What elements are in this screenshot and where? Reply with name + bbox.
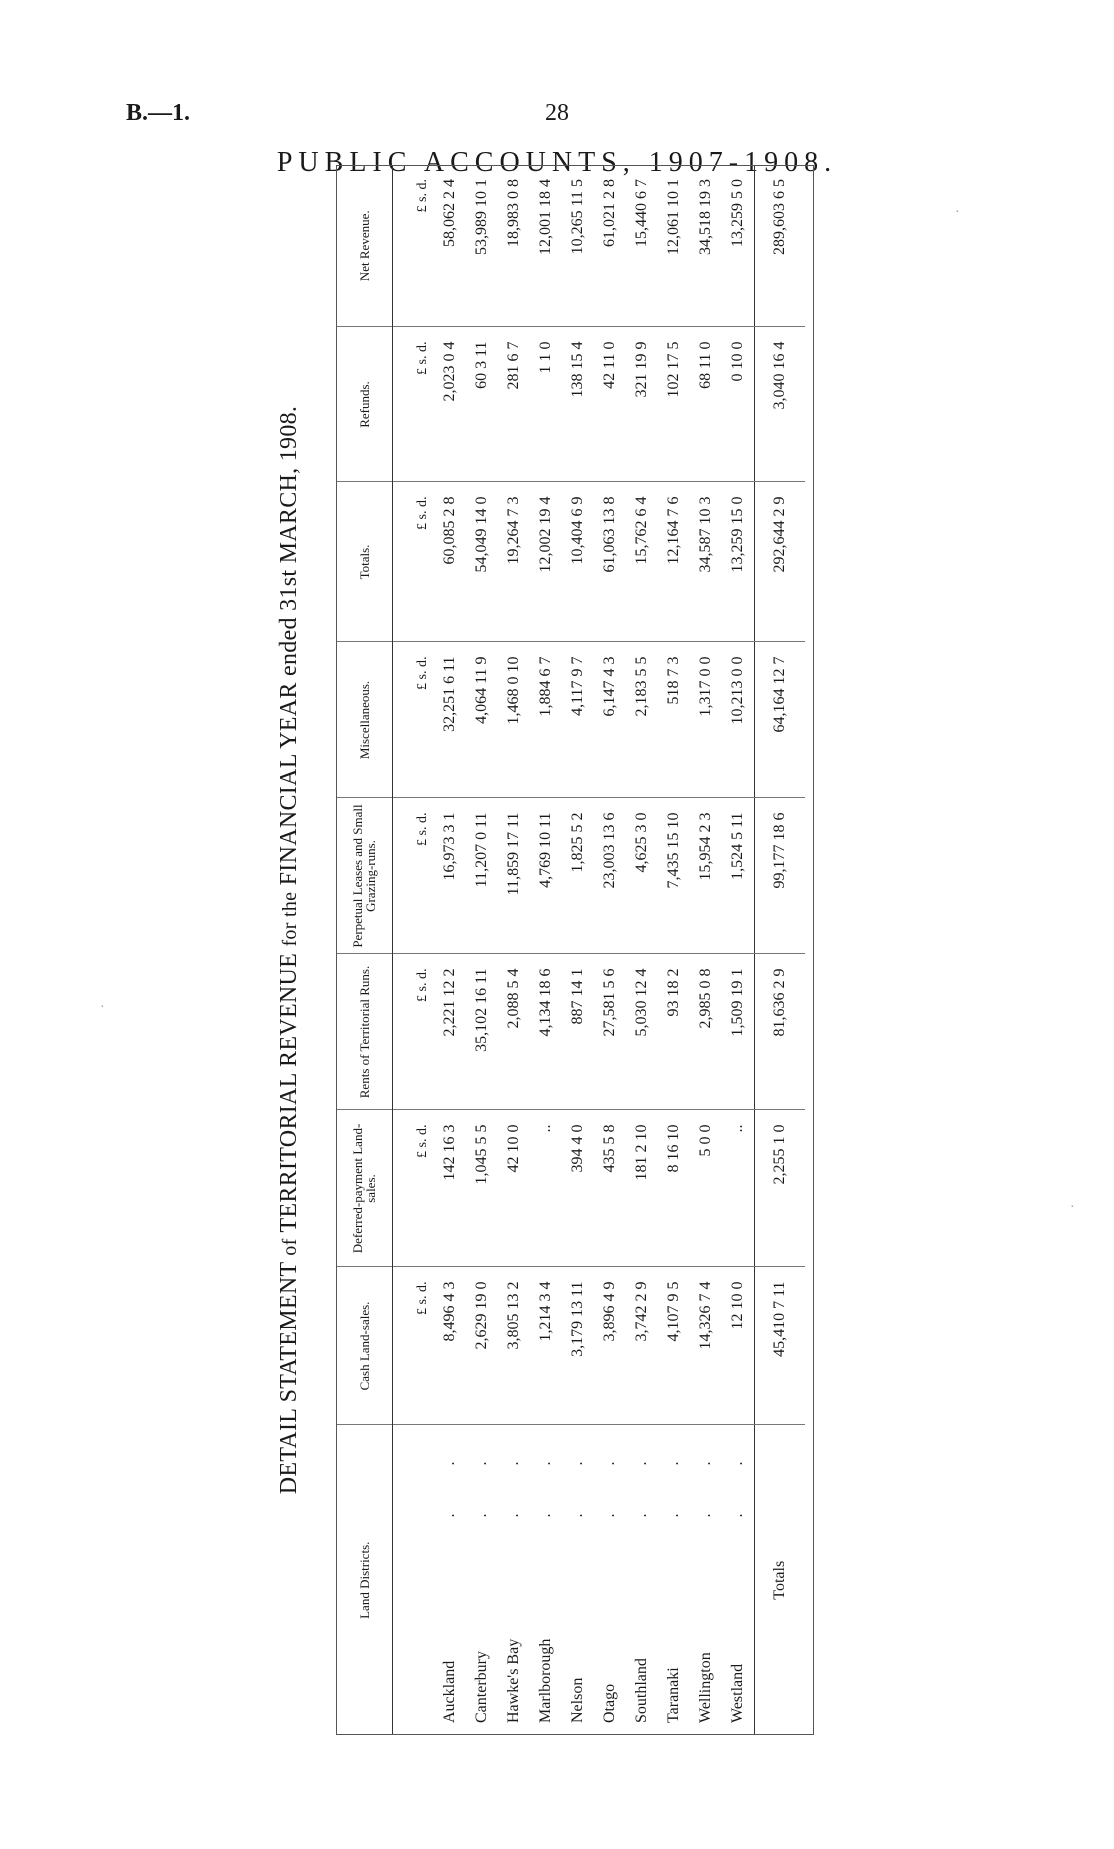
amount-cell: 8,496 4 3: [434, 1267, 466, 1425]
district-cell-label: Canterbury: [473, 1651, 490, 1723]
amount-cell: 2,221 12 2: [434, 954, 466, 1110]
amount-cell: 15,440 6 7: [633, 179, 650, 247]
amount-cell: 32,251 6 11: [434, 642, 466, 798]
amount-cell: ..: [722, 1110, 755, 1267]
amount-cell: 12,061 10 1: [665, 179, 682, 255]
amount-cell: 2,255 1 0: [755, 1110, 806, 1267]
amount-cell: 142 16 3: [434, 1110, 466, 1267]
district-cell: [466, 1425, 498, 1735]
amount-cell: 64,164 12 7: [755, 642, 806, 798]
amount-cell: 12 10 0: [722, 1267, 755, 1425]
statement-title-part: FINANCIAL YEAR ended 31st MARCH, 1908.: [276, 405, 302, 886]
amount-cell: 60 3 11: [466, 327, 498, 482]
table-row: [562, 165, 594, 1735]
statement-title: [272, 165, 306, 1735]
amount-cell: 3,742 2 9: [626, 1267, 658, 1425]
amount-cell: 27,581 5 6: [594, 954, 626, 1110]
district-cell-label: Auckland: [441, 1660, 458, 1723]
totals-row: [755, 165, 806, 1735]
amount-cell: 435 5 8: [594, 1110, 626, 1267]
amount-cell: 12,164 7 6: [658, 482, 690, 642]
amount-cell: 42 10 0: [498, 1110, 530, 1267]
column-header: Deferred-payment Land-sales.: [336, 1110, 393, 1267]
statement-title-part: DETAIL STATEMENT: [276, 1262, 302, 1495]
units-cell: £ s. d.: [415, 179, 430, 213]
district-cell: [658, 1425, 690, 1735]
column-header: Perpetual Leases and Small Grazing-runs.: [336, 798, 393, 954]
amount-cell: 4,117 9 7: [562, 642, 594, 798]
table-row: [690, 165, 722, 1735]
amount-cell: 394 4 0: [562, 1110, 594, 1267]
district-cell: [530, 1425, 562, 1735]
page-title: PUBLIC ACCOUNTS, 1907-1908.: [276, 147, 838, 178]
amount-cell: 138 15 4: [562, 327, 594, 482]
amount-cell: 2,088 5 4: [498, 954, 530, 1110]
units-cell: £ s. d.: [393, 1267, 435, 1425]
units-row: [393, 165, 435, 1735]
amount-cell: 292,644 2 9: [755, 482, 806, 642]
statement-title-connector: for the: [279, 891, 301, 947]
table-row: [434, 165, 466, 1735]
table-row: [530, 165, 562, 1735]
amount-cell: 3,896 4 9: [594, 1267, 626, 1425]
district-cell: [626, 1425, 658, 1735]
district-cell-label: Taranaki: [665, 1667, 682, 1723]
district-cell: [498, 1425, 530, 1735]
statement-title-part: TERRITORIAL REVENUE: [276, 952, 302, 1233]
amount-cell: 16,973 3 1: [434, 798, 466, 954]
amount-cell: 181 2 10: [626, 1110, 658, 1267]
district-cell: [722, 1425, 755, 1735]
amount-cell: 4,134 18 6: [530, 954, 562, 1110]
column-header: Refunds.: [336, 327, 393, 482]
amount-cell: 2,183 5 5: [626, 642, 658, 798]
amount-cell: 1,214 3 4: [530, 1267, 562, 1425]
amount-cell: 35,102 16 11: [466, 954, 498, 1110]
table-row: [658, 165, 690, 1735]
amount-cell: 0 10 0: [722, 327, 755, 482]
statement-title-connector: of: [279, 1238, 301, 1256]
units-cell: £ s. d.: [393, 642, 435, 798]
table-row: [466, 165, 498, 1735]
amount-cell: 6,147 4 3: [594, 642, 626, 798]
amount-cell: 61,021 2 8: [601, 179, 618, 247]
leader-dots: . .: [537, 1439, 554, 1518]
district-cell-label: Southland: [633, 1658, 650, 1723]
amount-cell: 11,859 17 11: [498, 798, 530, 954]
leader-dots: . .: [569, 1439, 586, 1518]
amount-cell: 1,524 5 11: [722, 798, 755, 954]
amount-cell: 13,259 15 0: [722, 482, 755, 642]
leader-dots: . .: [729, 1439, 746, 1518]
amount-cell: 23,003 13 6: [594, 798, 626, 954]
units-cell: £ s. d.: [393, 482, 435, 642]
amount-cell: 4,625 3 0: [626, 798, 658, 954]
amount-cell: 42 11 0: [594, 327, 626, 482]
table-row: [594, 165, 626, 1735]
amount-cell: 4,064 11 9: [466, 642, 498, 798]
amount-cell: 2,629 19 0: [466, 1267, 498, 1425]
amount-cell: ..: [530, 1110, 562, 1267]
amount-cell: 19,264 7 3: [498, 482, 530, 642]
scan-speck: ·: [100, 1000, 105, 1015]
district-cell: [562, 1425, 594, 1735]
amount-cell: 1,509 19 1: [722, 954, 755, 1110]
amount-cell: 518 7 3: [658, 642, 690, 798]
amount-cell: 887 14 1: [562, 954, 594, 1110]
amount-cell: 12,001 18 4: [537, 179, 554, 255]
table-row: [626, 165, 658, 1735]
amount-cell: 45,410 7 11: [755, 1267, 806, 1425]
units-cell: £ s. d.: [393, 798, 435, 954]
amount-cell: 1,825 5 2: [562, 798, 594, 954]
scan-speck: ·: [955, 205, 960, 220]
amount-cell: 8 16 10: [658, 1110, 690, 1267]
leader-dots: . .: [665, 1439, 682, 1518]
amount-cell: 34,587 10 3: [690, 482, 722, 642]
totals-cell-label: Totals: [771, 1560, 788, 1600]
column-header: Cash Land-sales.: [336, 1267, 393, 1425]
amount-cell: 102 17 5: [658, 327, 690, 482]
amount-cell: 54,049 14 0: [466, 482, 498, 642]
district-cell-label: Otago: [601, 1683, 618, 1723]
amount-cell: 10,265 11 5: [569, 179, 586, 255]
amount-cell: 7,435 15 10: [658, 798, 690, 954]
leader-dots: . .: [601, 1439, 618, 1518]
amount-cell: 3,040 16 4: [755, 327, 806, 482]
table-header-row: [336, 165, 393, 1735]
amount-cell: 68 11 0: [690, 327, 722, 482]
amount-cell: 10,213 0 0: [722, 642, 755, 798]
amount-cell: 2,023 0 4: [434, 327, 466, 482]
amount-cell: 34,518 19 3: [697, 179, 714, 255]
leader-dots: . .: [505, 1439, 522, 1518]
amount-cell: 1 1 0: [530, 327, 562, 482]
amount-cell: 53,989 10 1: [473, 179, 490, 255]
amount-cell: 12,002 19 4: [530, 482, 562, 642]
amount-cell: 1,317 0 0: [690, 642, 722, 798]
district-cell: [690, 1425, 722, 1735]
table-row: [722, 165, 755, 1735]
column-header: Totals.: [336, 482, 393, 642]
table-row: [498, 165, 530, 1735]
amount-cell: 3,179 13 11: [562, 1267, 594, 1425]
units-cell: £ s. d.: [393, 954, 435, 1110]
column-header: Miscellaneous.: [336, 642, 393, 798]
revenue-table: [336, 165, 805, 1735]
amount-cell: 14,326 7 4: [690, 1267, 722, 1425]
district-cell: [594, 1425, 626, 1735]
amount-cell: 18,983 0 8: [505, 179, 522, 247]
amount-cell: 61,063 13 8: [594, 482, 626, 642]
amount-cell: 81,636 2 9: [755, 954, 806, 1110]
amount-cell: 289,603 6 5: [755, 165, 806, 327]
amount-cell: 11,207 0 11: [466, 798, 498, 954]
amount-cell: 15,954 2 3: [690, 798, 722, 954]
leader-dots: . .: [697, 1439, 714, 1518]
district-cell-label: Marlborough: [537, 1638, 554, 1723]
amount-cell: 60,085 2 8: [434, 482, 466, 642]
units-cell-blank: [393, 1425, 435, 1735]
column-header: Net Revenue.: [336, 165, 393, 327]
amount-cell: 99,177 18 6: [755, 798, 806, 954]
scan-speck: ·: [1070, 1200, 1075, 1215]
amount-cell: 15,762 6 4: [626, 482, 658, 642]
amount-cell: 58,062 2 4: [441, 179, 458, 247]
district-cell-label: Nelson: [569, 1677, 586, 1723]
district-cell: [434, 1425, 466, 1735]
district-cell-label: Hawke's Bay: [505, 1638, 522, 1723]
column-header: Rents of Territorial Runs.: [336, 954, 393, 1110]
amount-cell: 4,107 9 5: [658, 1267, 690, 1425]
leader-dots: . .: [441, 1439, 458, 1518]
amount-cell: 13,259 5 0: [729, 179, 746, 247]
amount-cell: 2,985 0 8: [690, 954, 722, 1110]
table-body: [393, 165, 806, 1735]
rotated-statement: [272, 165, 842, 1735]
amount-cell: 1,468 0 10: [498, 642, 530, 798]
amount-cell: 281 6 7: [498, 327, 530, 482]
amount-cell: 1,045 5 5: [466, 1110, 498, 1267]
amount-cell: 10,404 6 9: [562, 482, 594, 642]
amount-cell: 5,030 12 4: [626, 954, 658, 1110]
page-number: 28: [545, 100, 569, 126]
amount-cell: 321 19 9: [626, 327, 658, 482]
units-cell: £ s. d.: [393, 1110, 435, 1267]
amount-cell: 4,769 10 11: [530, 798, 562, 954]
district-cell-label: Westland: [729, 1663, 746, 1723]
amount-cell: 1,884 6 7: [530, 642, 562, 798]
leader-dots: . .: [633, 1439, 650, 1518]
amount-cell: 3,805 13 2: [498, 1267, 530, 1425]
leader-dots: . .: [473, 1439, 490, 1518]
district-cell-label: Wellington: [697, 1652, 714, 1723]
column-header: Land Districts.: [336, 1425, 393, 1735]
amount-cell: 93 18 2: [658, 954, 690, 1110]
document-code: B.—1.: [126, 100, 191, 126]
units-cell: £ s. d.: [393, 327, 435, 482]
amount-cell: 5 0 0: [690, 1110, 722, 1267]
totals-cell: [755, 1425, 806, 1735]
